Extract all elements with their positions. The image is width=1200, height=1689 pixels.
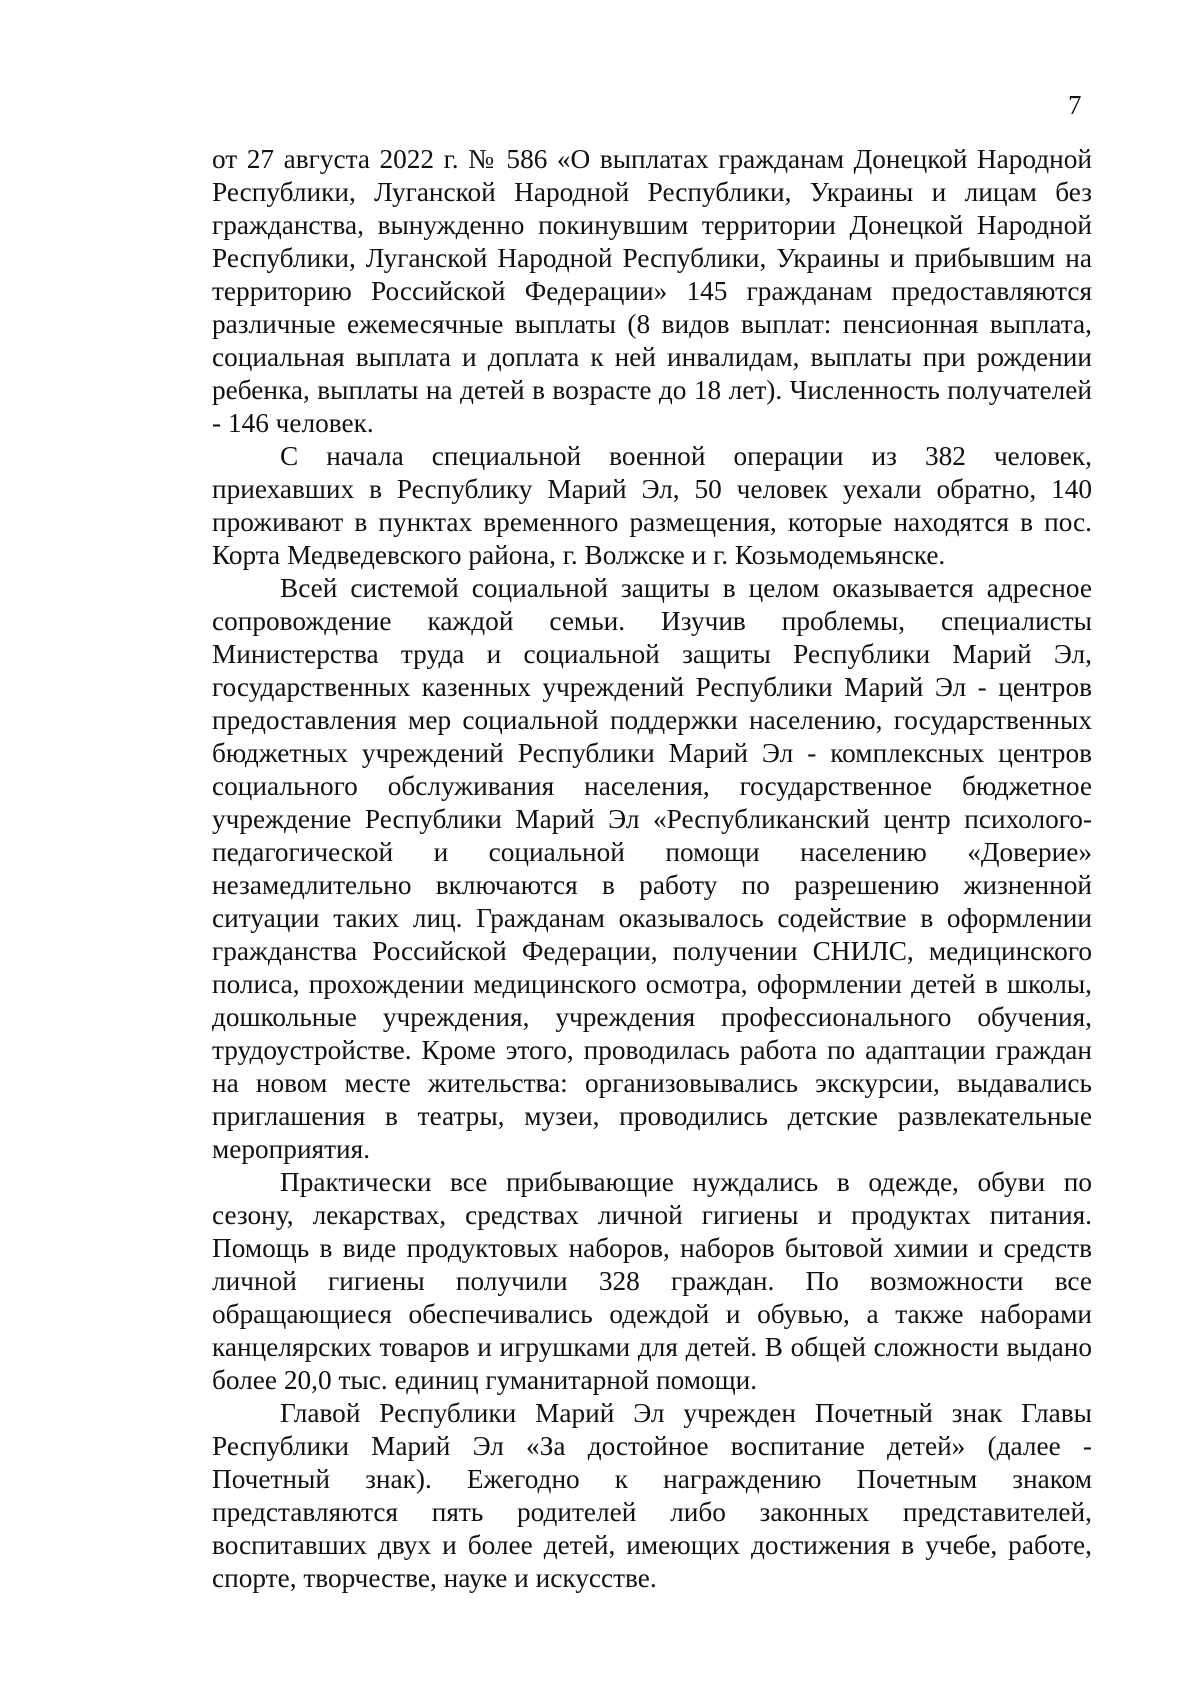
paragraph-payments: от 27 августа 2022 г. № 586 «О выплатах гражданам Донецкой Народной Республики, Луганской Народной Республики, Украины и лицам без гражданства, вынужденно покинувшим территории Донецкой Народной Республики, Луганской Народной Республики, Украины и прибывшим на территорию Российской Федерации» 145 гражданам предоставляются различные ежемесячные выплаты (8 видов выплат: пенсионная выплата, социальная выплата и доплата к ней инвалидам, выплаты при рождении ребенка, выплаты на детей в возрасте до 18 лет). Численность получателей - 146 человек. bbox=[212, 144, 1092, 438]
paragraph-humanitarian-aid: Практически все прибывающие нуждались в одежде, обуви по сезону, лекарствах, средствах личной гигиены и продуктах питания. Помощь в виде продуктовых наборов, наборов бытовой химии и средств личной гигиены получили 328 граждан. По возможности все обращающиеся обеспечивались одеждой и обувью, а также наборами канцелярских товаров и игрушками для детей. В общей сложности выдано более 20,0 тыс. единиц гуманитарной помощи. bbox=[212, 1167, 1092, 1395]
paragraph-social-support: Всей системой социальной защиты в целом оказывается адресное сопровождение каждой семьи. Изучив проблемы, специалисты Министерства труда и социальной защиты Республики Марий Эл, государственных казенных учреждений Республики Марий Эл - центров предоставления мер социальной поддержки населению, государственных бюджетных учреждений Республики Марий Эл - комплексных центров социального обслуживания населения, государственное бюджетное учреждение Республики Марий Эл «Республиканский центр психолого-педагогической и социальной помощи населению «Доверие» незамедлительно включаются в работу по разрешению жизненной ситуации таких лиц. Гражданам оказывалось содействие в оформлении гражданства Российской Федерации, получении СНИЛС, медицинского полиса, прохождении медицинского осмотра, оформлении детей в школы, дошкольные учреждения, учреждения профессионального обучения, трудоустройстве. Кроме этого, проводилась работа по адаптации граждан на новом месте жительства: организовывались экскурсии, выдавались приглашения в театры, музеи, проводились детские развлекательные мероприятия. bbox=[212, 573, 1092, 1164]
document-body bbox=[212, 143, 1092, 1595]
paragraph-arrivals: С начала специальной военной операции из 382 человек, приехавших в Республику Марий Эл, 50 человек уехали обратно, 140 проживают в пунктах временного размещения, которые находятся в пос. Корта Медведевского района, г. Волжске и г. Козьмодемьянске. bbox=[212, 441, 1092, 570]
page-number: 7 bbox=[1068, 90, 1082, 120]
paragraph-honorary-badge: Главой Республики Марий Эл учрежден Почетный знак Главы Республики Марий Эл «За достойное воспитание детей» (далее - Почетный знак). Ежегодно к награждению Почетным знаком представляются пять родителей либо законных представителей, воспитавших двух и более детей, имеющих достижения в учебе, работе, спорте, творчестве, науке и искусстве. bbox=[212, 1398, 1092, 1593]
